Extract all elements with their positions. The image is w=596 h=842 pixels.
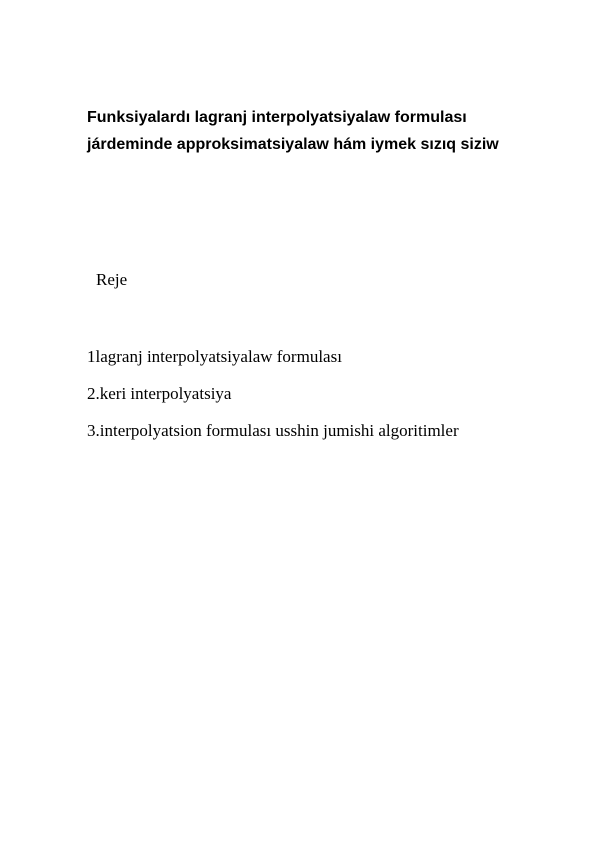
- title-line-2: járdeminde approksimatsiyalaw hám iymek sızıq siziw: [87, 136, 499, 153]
- plan-item: 1lagranj interpolyatsiyalaw formulası: [87, 347, 342, 366]
- plan-list: [87, 345, 459, 456]
- plan-item: 3.interpolyatsion formulası usshin jumishi algoritimler: [87, 421, 459, 440]
- plan-heading: Reje: [96, 270, 128, 289]
- title-line-1: Funksiyalardı lagranj interpolyatsiyalaw formulası: [87, 109, 467, 126]
- document-title: [87, 104, 557, 158]
- plan-item: 2.keri interpolyatsiya: [87, 384, 232, 403]
